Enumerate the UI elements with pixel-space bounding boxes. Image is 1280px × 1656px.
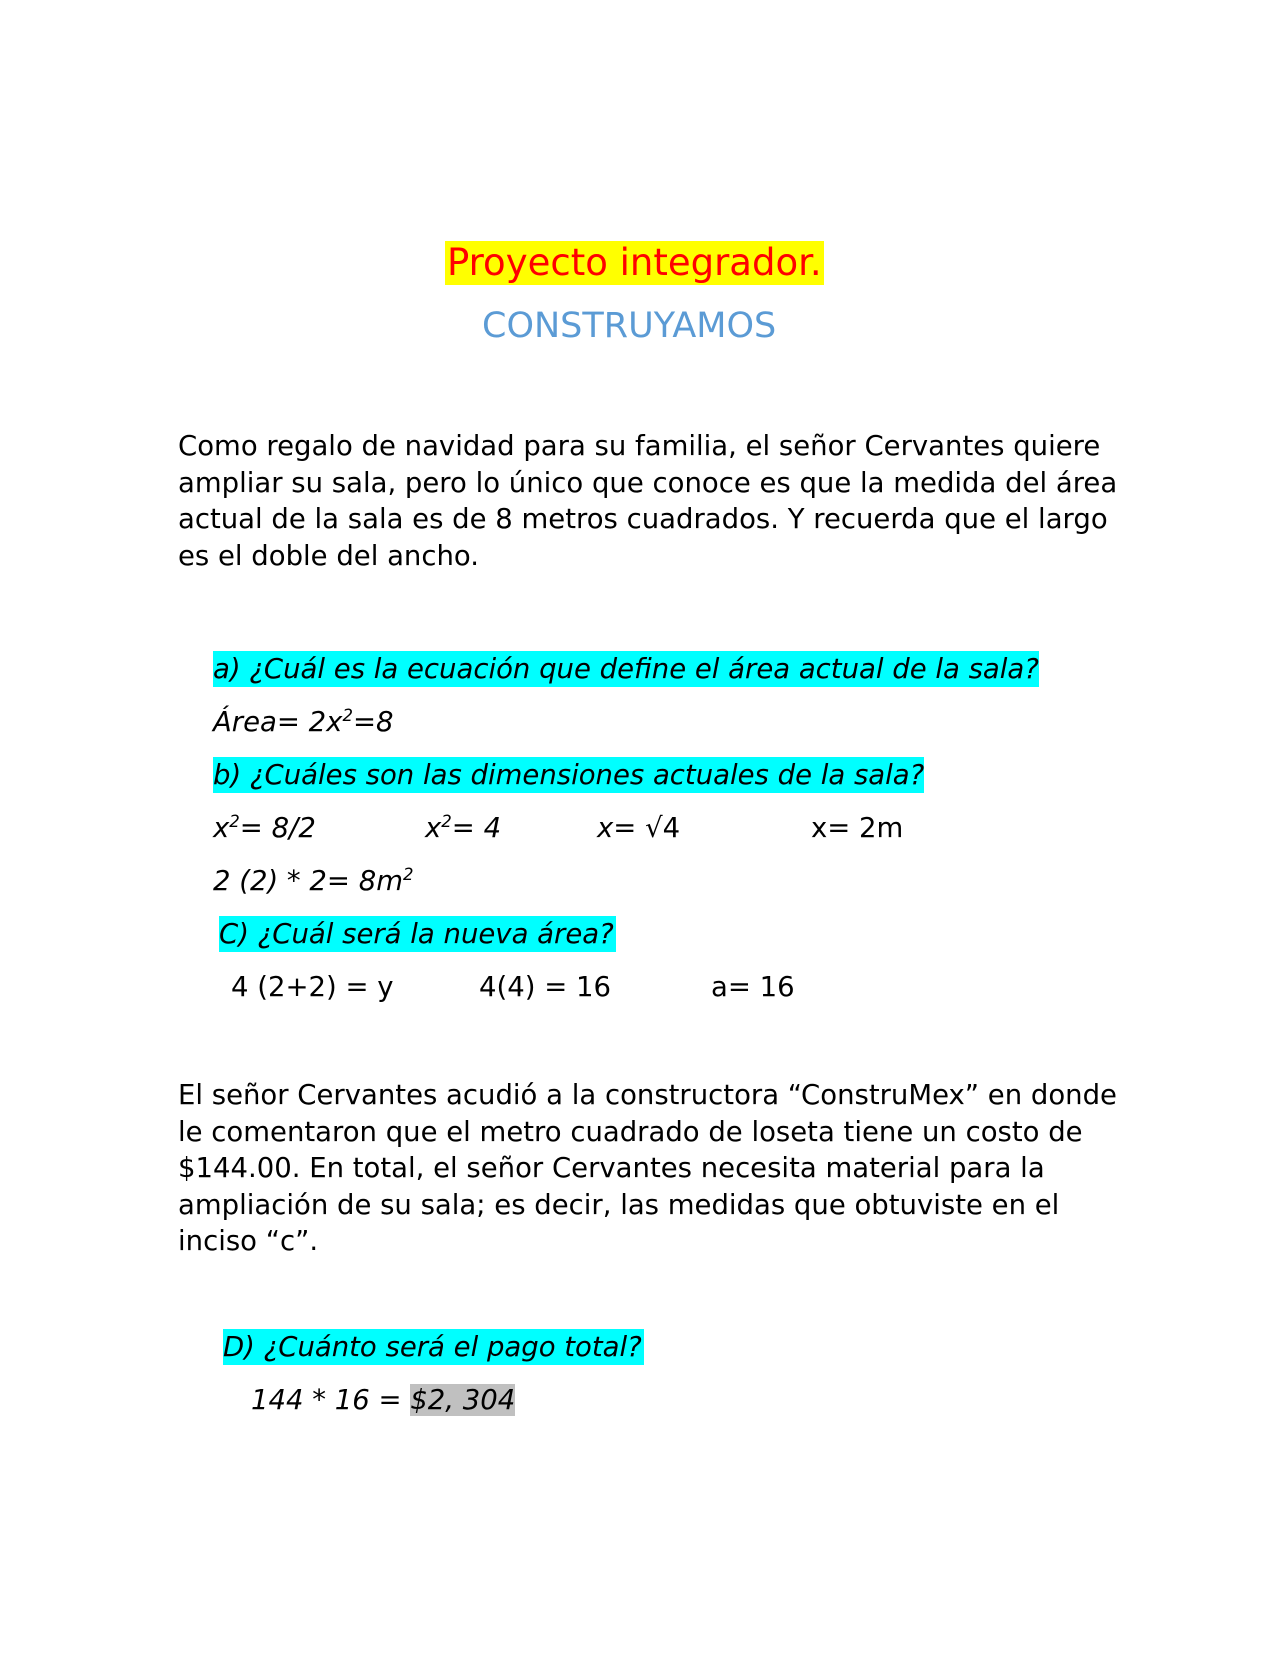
answer-d (251, 1382, 515, 1418)
check-main: 2 (2) * 2= 8m (213, 865, 403, 897)
answer-b-step1 (213, 810, 316, 846)
step1-base: x (213, 812, 230, 844)
document-subtitle: CONSTRUYAMOS (482, 306, 777, 346)
question-c: C) ¿Cuál será la nueva área? (219, 918, 614, 950)
step3-var: x (597, 812, 614, 844)
step1-rest: = 8/2 (239, 812, 316, 844)
answer-c-step2: 4(4) = 16 (479, 971, 611, 1003)
intro-paragraph: Como regalo de navidad para su familia, el señor Cervantes quiere ampliar su sala, pero lo único que conoce es que la medida del área actual de la sala es de 8 metros cuadrados. Y recuerda que el largo es el doble del ancho. (178, 430, 1118, 572)
step2-base: x (425, 812, 442, 844)
answer-b-step4: x= 2m (811, 812, 904, 844)
answer-c-step1: 4 (2+2) = y (231, 971, 394, 1003)
answer-b-step2 (425, 810, 501, 846)
check-exponent: 2 (403, 864, 414, 884)
answer-a-suffix: =8 (352, 706, 394, 738)
answer-a-exponent: 2 (342, 705, 353, 725)
question-b: b) ¿Cuáles son las dimensiones actuales de la sala? (213, 759, 925, 791)
document-title: Proyecto integrador. (447, 241, 822, 284)
question-a: a) ¿Cuál es la ecuación que define el área actual de la sala? (213, 653, 1039, 685)
answer-d-expression: 144 * 16 = (251, 1384, 411, 1416)
answer-c-step3: a= 16 (711, 971, 795, 1003)
step3-rest: = √4 (613, 812, 681, 844)
step2-rest: = 4 (451, 812, 502, 844)
answer-b-check (213, 863, 414, 899)
answer-b-step3 (597, 810, 680, 846)
question-d: D) ¿Cuánto será el pago total? (223, 1331, 642, 1363)
answer-a (213, 704, 394, 740)
answer-d-result: $2, 304 (410, 1384, 516, 1416)
answer-a-prefix: Área= 2x (213, 706, 343, 738)
second-paragraph: El señor Cervantes acudió a la constructora “ConstruMex” en donde le comentaron que el metro cuadrado de loseta tiene un costo de $144.00. En total, el señor Cervantes necesita material para la ampliación de su sala; es decir, las medidas que obtuviste en el inciso “c”. (178, 1079, 1117, 1257)
step1-exponent: 2 (229, 811, 240, 831)
step2-exponent: 2 (441, 811, 452, 831)
